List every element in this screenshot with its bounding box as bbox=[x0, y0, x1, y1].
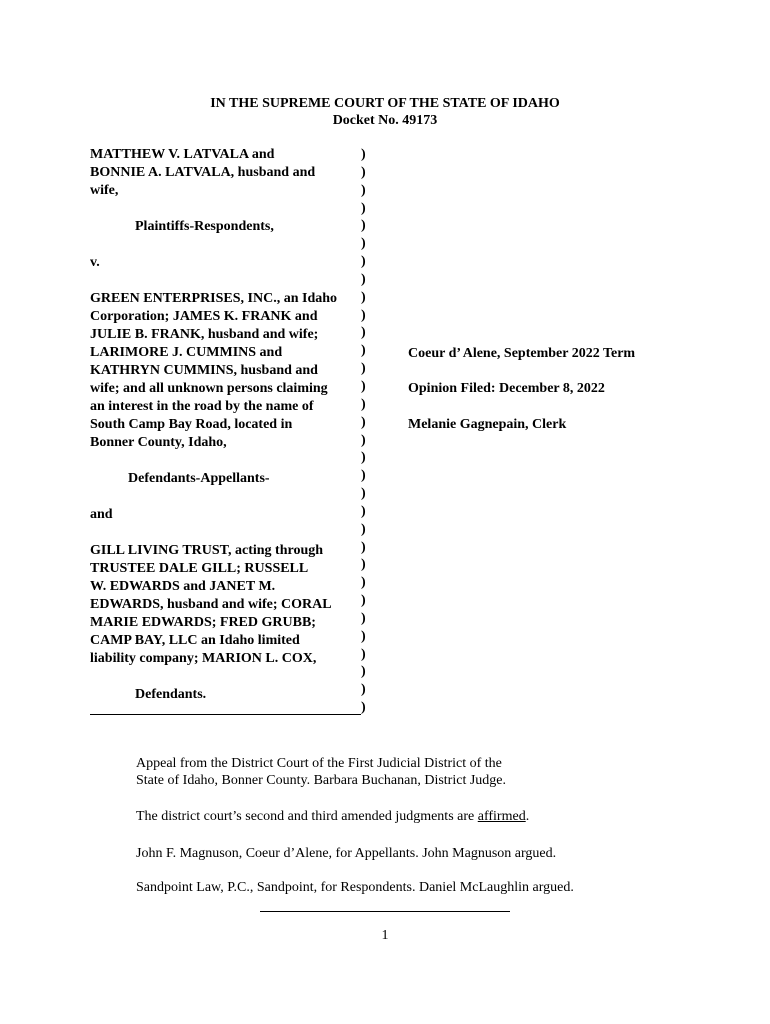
caption-line bbox=[90, 488, 360, 506]
caption-line: South Camp Bay Road, located in bbox=[90, 417, 293, 432]
caption-paren: ) bbox=[361, 343, 366, 359]
caption-line: EDWARDS, husband and wife; CORAL bbox=[90, 597, 332, 612]
caption-paren: ) bbox=[361, 610, 366, 626]
caption-line: BONNIE A. LATVALA, husband and bbox=[90, 165, 316, 180]
case-caption bbox=[90, 146, 360, 704]
caption-paren: ) bbox=[361, 593, 366, 609]
caption-line bbox=[90, 236, 360, 254]
court-heading: IN THE SUPREME COURT OF THE STATE OF IDAHO bbox=[210, 96, 560, 111]
caption-paren: ) bbox=[361, 450, 366, 466]
caption-paren: ) bbox=[361, 432, 366, 448]
caption-paren: ) bbox=[361, 164, 366, 180]
caption-paren: ) bbox=[361, 700, 366, 716]
respondents-counsel: Sandpoint Law, P.C., Sandpoint, for Respondents. Daniel McLaughlin argued. bbox=[136, 880, 574, 895]
caption-party-role: Defendants. bbox=[135, 687, 207, 702]
caption-paren: ) bbox=[361, 503, 366, 519]
caption-paren: ) bbox=[361, 557, 366, 573]
caption-paren: ) bbox=[361, 646, 366, 662]
caption-line: W. EDWARDS and JANET M. bbox=[90, 579, 276, 594]
caption-paren: ) bbox=[361, 396, 366, 412]
appeal-statement: Appeal from the District Court of the First Judicial District of the bbox=[136, 756, 502, 771]
caption-paren: ) bbox=[361, 254, 366, 270]
caption-paren: ) bbox=[361, 378, 366, 394]
caption-paren: ) bbox=[361, 486, 366, 502]
caption-line: wife, bbox=[90, 183, 119, 198]
caption-paren: ) bbox=[361, 539, 366, 555]
disposition-text: The district court’s second and third amended judgments are bbox=[136, 809, 478, 824]
caption-paren: ) bbox=[361, 664, 366, 680]
caption-line: GILL LIVING TRUST, acting through bbox=[90, 543, 324, 558]
appeal-statement: State of Idaho, Bonner County. Barbara Buchanan, District Judge. bbox=[136, 773, 507, 788]
caption-paren: ) bbox=[361, 218, 366, 234]
caption-party-role: Plaintiffs-Respondents, bbox=[135, 219, 274, 234]
caption-line: and bbox=[90, 507, 113, 522]
caption-line: CAMP BAY, LLC an Idaho limited bbox=[90, 633, 300, 648]
page-number: 1 bbox=[381, 928, 389, 943]
court-term: Coeur d’ Alene, September 2022 Term bbox=[408, 346, 636, 361]
caption-paren: ) bbox=[361, 271, 366, 287]
caption-paren-column bbox=[361, 146, 366, 717]
caption-line: GREEN ENTERPRISES, INC., an Idaho bbox=[90, 291, 338, 306]
caption-paren: ) bbox=[361, 414, 366, 430]
caption-paren: ) bbox=[361, 468, 366, 484]
caption-paren: ) bbox=[361, 521, 366, 537]
caption-line: TRUSTEE DALE GILL; RUSSELL bbox=[90, 561, 309, 576]
caption-line bbox=[90, 668, 360, 686]
caption-line bbox=[90, 200, 360, 218]
caption-line: wife; and all unknown persons claiming bbox=[90, 381, 328, 396]
caption-line: an interest in the road by the name of bbox=[90, 399, 314, 414]
court-clerk: Melanie Gagnepain, Clerk bbox=[408, 417, 567, 432]
caption-line: MARIE EDWARDS; FRED GRUBB; bbox=[90, 615, 316, 630]
appellants-counsel: John F. Magnuson, Coeur d’Alene, for Appellants. John Magnuson argued. bbox=[136, 846, 557, 861]
opinion-filed-date: Opinion Filed: December 8, 2022 bbox=[408, 381, 605, 396]
caption-paren: ) bbox=[361, 236, 366, 252]
caption-underline bbox=[90, 714, 361, 715]
caption-party-role: Defendants-Appellants- bbox=[128, 471, 270, 486]
caption-line: LARIMORE J. CUMMINS and bbox=[90, 345, 283, 360]
caption-paren: ) bbox=[361, 575, 366, 591]
caption-line: v. bbox=[90, 255, 100, 270]
caption-line: JULIE B. FRANK, husband and wife; bbox=[90, 327, 319, 342]
caption-paren: ) bbox=[361, 182, 366, 198]
section-divider bbox=[260, 911, 510, 912]
caption-paren: ) bbox=[361, 147, 366, 162]
caption-line bbox=[90, 272, 360, 290]
disposition-period: . bbox=[525, 809, 530, 824]
caption-line: MATTHEW V. LATVALA and bbox=[90, 147, 275, 162]
caption-line: liability company; MARION L. COX, bbox=[90, 651, 317, 666]
caption-paren: ) bbox=[361, 682, 366, 698]
caption-paren: ) bbox=[361, 289, 366, 305]
caption-line: Bonner County, Idaho, bbox=[90, 435, 227, 450]
caption-line: KATHRYN CUMMINS, husband and bbox=[90, 363, 318, 378]
disposition-affirmed: affirmed bbox=[477, 809, 526, 824]
caption-paren: ) bbox=[361, 325, 366, 341]
docket-number: Docket No. 49173 bbox=[332, 113, 438, 128]
caption-paren: ) bbox=[361, 200, 366, 216]
disposition bbox=[136, 808, 529, 825]
caption-paren: ) bbox=[361, 361, 366, 377]
caption-line: Corporation; JAMES K. FRANK and bbox=[90, 309, 318, 324]
caption-paren: ) bbox=[361, 307, 366, 323]
caption-paren: ) bbox=[361, 628, 366, 644]
caption-line bbox=[90, 452, 360, 470]
caption-line bbox=[90, 524, 360, 542]
